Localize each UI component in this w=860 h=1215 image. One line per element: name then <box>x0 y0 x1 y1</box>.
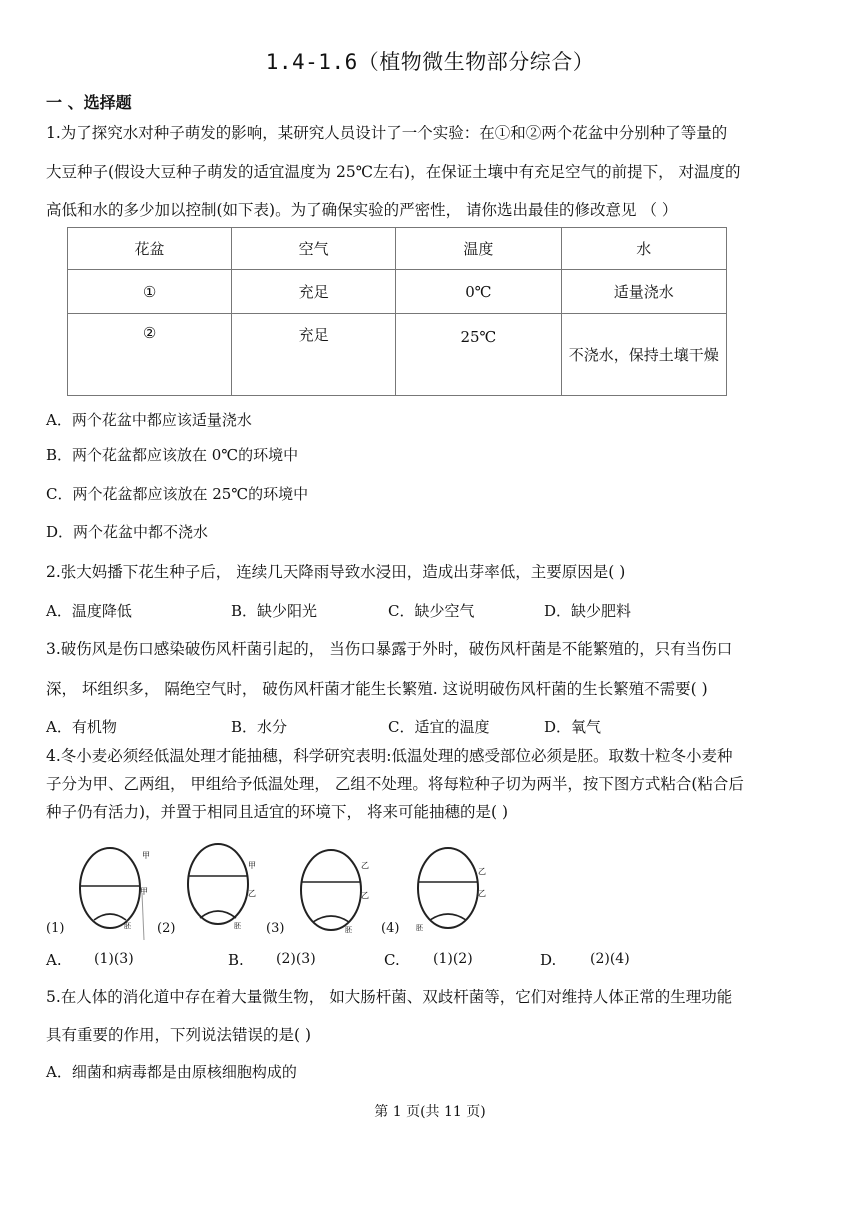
q3-line-2: 深， 坏组织多， 隔绝空气时， 破伤风杆菌才能生长繁殖. 这说明破伤风杆菌的生长繁殖不需要( ) <box>46 680 708 698</box>
seed-figure-2 <box>180 838 270 940</box>
table-cell: 充足 <box>232 314 396 396</box>
q1-option-c: C．两个花盆都应该放在 25℃的环境中 <box>46 485 309 503</box>
q4-option-c-letter: C. <box>384 951 400 969</box>
mark-jia-lower: 甲 <box>140 887 148 896</box>
q1-line-1: 1.为了探究水对种子萌发的影响，某研究人员设计了一个实验：在①和②两个花盆中分别种了等量的 <box>46 124 728 142</box>
table-cell: 0℃ <box>396 270 561 314</box>
seed-figure-4 <box>410 838 500 940</box>
page-title: 1.4-1.6（植物微生物部分综合） <box>265 50 595 74</box>
mark-embryo: 胚 <box>345 926 352 934</box>
mark-yi-lower: 乙 <box>361 891 369 900</box>
q2-option-a: A．温度降低 <box>46 602 132 620</box>
q1-line-2: 大豆种子(假设大豆种子萌发的适宜温度为 25℃左右)，在保证土壤中有充足空气的前提下， 对温度的 <box>46 163 741 181</box>
table-cell: ② <box>68 314 232 396</box>
q4-line-1: 4.冬小麦必须经低温处理才能抽穗，科学研究表明:低温处理的感受部位必须是胚。取数十粒冬小麦种 <box>46 747 733 765</box>
q5-option-a: A．细菌和病毒都是由原核细胞构成的 <box>46 1063 297 1081</box>
q4-option-a-letter: A. <box>46 951 62 969</box>
table-cell: 不浇水，保持土壤干燥 <box>561 314 726 396</box>
mark-embryo: 胚 <box>234 922 241 930</box>
table-header-row <box>68 228 727 270</box>
q2-line-1: 2.张大妈播下花生种子后， 连续几天降雨导致水浸田，造成出芽率低，主要原因是( ) <box>46 563 626 581</box>
experiment-table <box>67 227 727 396</box>
q3-line-1: 3.破伤风是伤口感染破伤风杆菌引起的， 当伤口暴露于外时，破伤风杆菌是不能繁殖的，只有当伤口 <box>46 640 733 658</box>
page-footer: 第 1 页(共 11 页) <box>374 1104 486 1120</box>
table-cell: 25℃ <box>396 314 561 396</box>
figure-label-1: (1) <box>46 921 65 936</box>
figure-label-2: (2) <box>157 921 176 936</box>
table-header-cell: 空气 <box>232 228 396 270</box>
table-cell: 适量浇水 <box>561 270 726 314</box>
figure-label-4: (4) <box>381 921 400 936</box>
q1-option-b: B．两个花盆都应该放在 0℃的环境中 <box>46 446 299 464</box>
q1-option-d: D．两个花盆中都不浇水 <box>46 523 209 541</box>
seed-figure-3 <box>295 838 385 940</box>
q4-option-c-value: (1)(2) <box>433 951 473 967</box>
q3-option-d: D．氧气 <box>544 718 602 736</box>
mark-jia-upper: 甲 <box>142 851 150 860</box>
mark-yi-lower: 乙 <box>478 889 486 898</box>
q4-option-d-value: (2)(4) <box>590 951 630 967</box>
seed-figure-1 <box>72 838 162 940</box>
mark-yi-upper: 乙 <box>361 861 369 870</box>
table-cell: ① <box>68 270 232 314</box>
mark-embryo: 胚 <box>416 924 423 932</box>
q4-option-b-letter: B. <box>228 951 244 969</box>
q4-option-a-value: (1)(3) <box>94 951 134 967</box>
mark-embryo: 胚 <box>124 922 131 930</box>
q2-option-d: D．缺少肥料 <box>544 602 632 620</box>
table-cell: 充足 <box>232 270 396 314</box>
q1-line-3: 高低和水的多少加以控制(如下表)。为了确保实验的严密性， 请你选出最佳的修改意见 （ ） <box>46 201 678 219</box>
q5-line-1: 5.在人体的消化道中存在着大量微生物， 如大肠杆菌、双歧杆菌等，它们对维持人体正常的生理功能 <box>46 988 733 1006</box>
q5-line-2: 具有重要的作用，下列说法错误的是( ) <box>46 1026 312 1044</box>
q3-option-b: B．水分 <box>231 718 288 736</box>
q4-option-b-value: (2)(3) <box>276 951 316 967</box>
table-header-cell: 温度 <box>396 228 561 270</box>
q2-option-c: C．缺少空气 <box>388 602 475 620</box>
section-heading: 一 、选择题 <box>46 93 132 112</box>
table-row <box>68 314 727 396</box>
table-header-cell: 水 <box>561 228 726 270</box>
table-row <box>68 270 727 314</box>
mark-jia: 甲 <box>248 861 256 870</box>
mark-yi: 乙 <box>248 889 256 898</box>
q2-option-b: B．缺少阳光 <box>231 602 318 620</box>
table-header-cell: 花盆 <box>68 228 232 270</box>
q4-line-2: 子分为甲、乙两组， 甲组给予低温处理， 乙组不处理。将每粒种子切为两半，按下图方式粘合(粘合后 <box>46 775 744 793</box>
q1-option-a: A．两个花盆中都应该适量浇水 <box>46 411 252 429</box>
q3-option-c: C．适宜的温度 <box>388 718 490 736</box>
q4-line-3: 种子仍有活力)，并置于相同且适宜的环境下， 将来可能抽穗的是( ) <box>46 803 508 821</box>
figure-label-3: (3) <box>266 921 285 936</box>
mark-yi-upper: 乙 <box>478 867 486 876</box>
q4-option-d-letter: D. <box>540 951 557 969</box>
q3-option-a: A．有机物 <box>46 718 117 736</box>
